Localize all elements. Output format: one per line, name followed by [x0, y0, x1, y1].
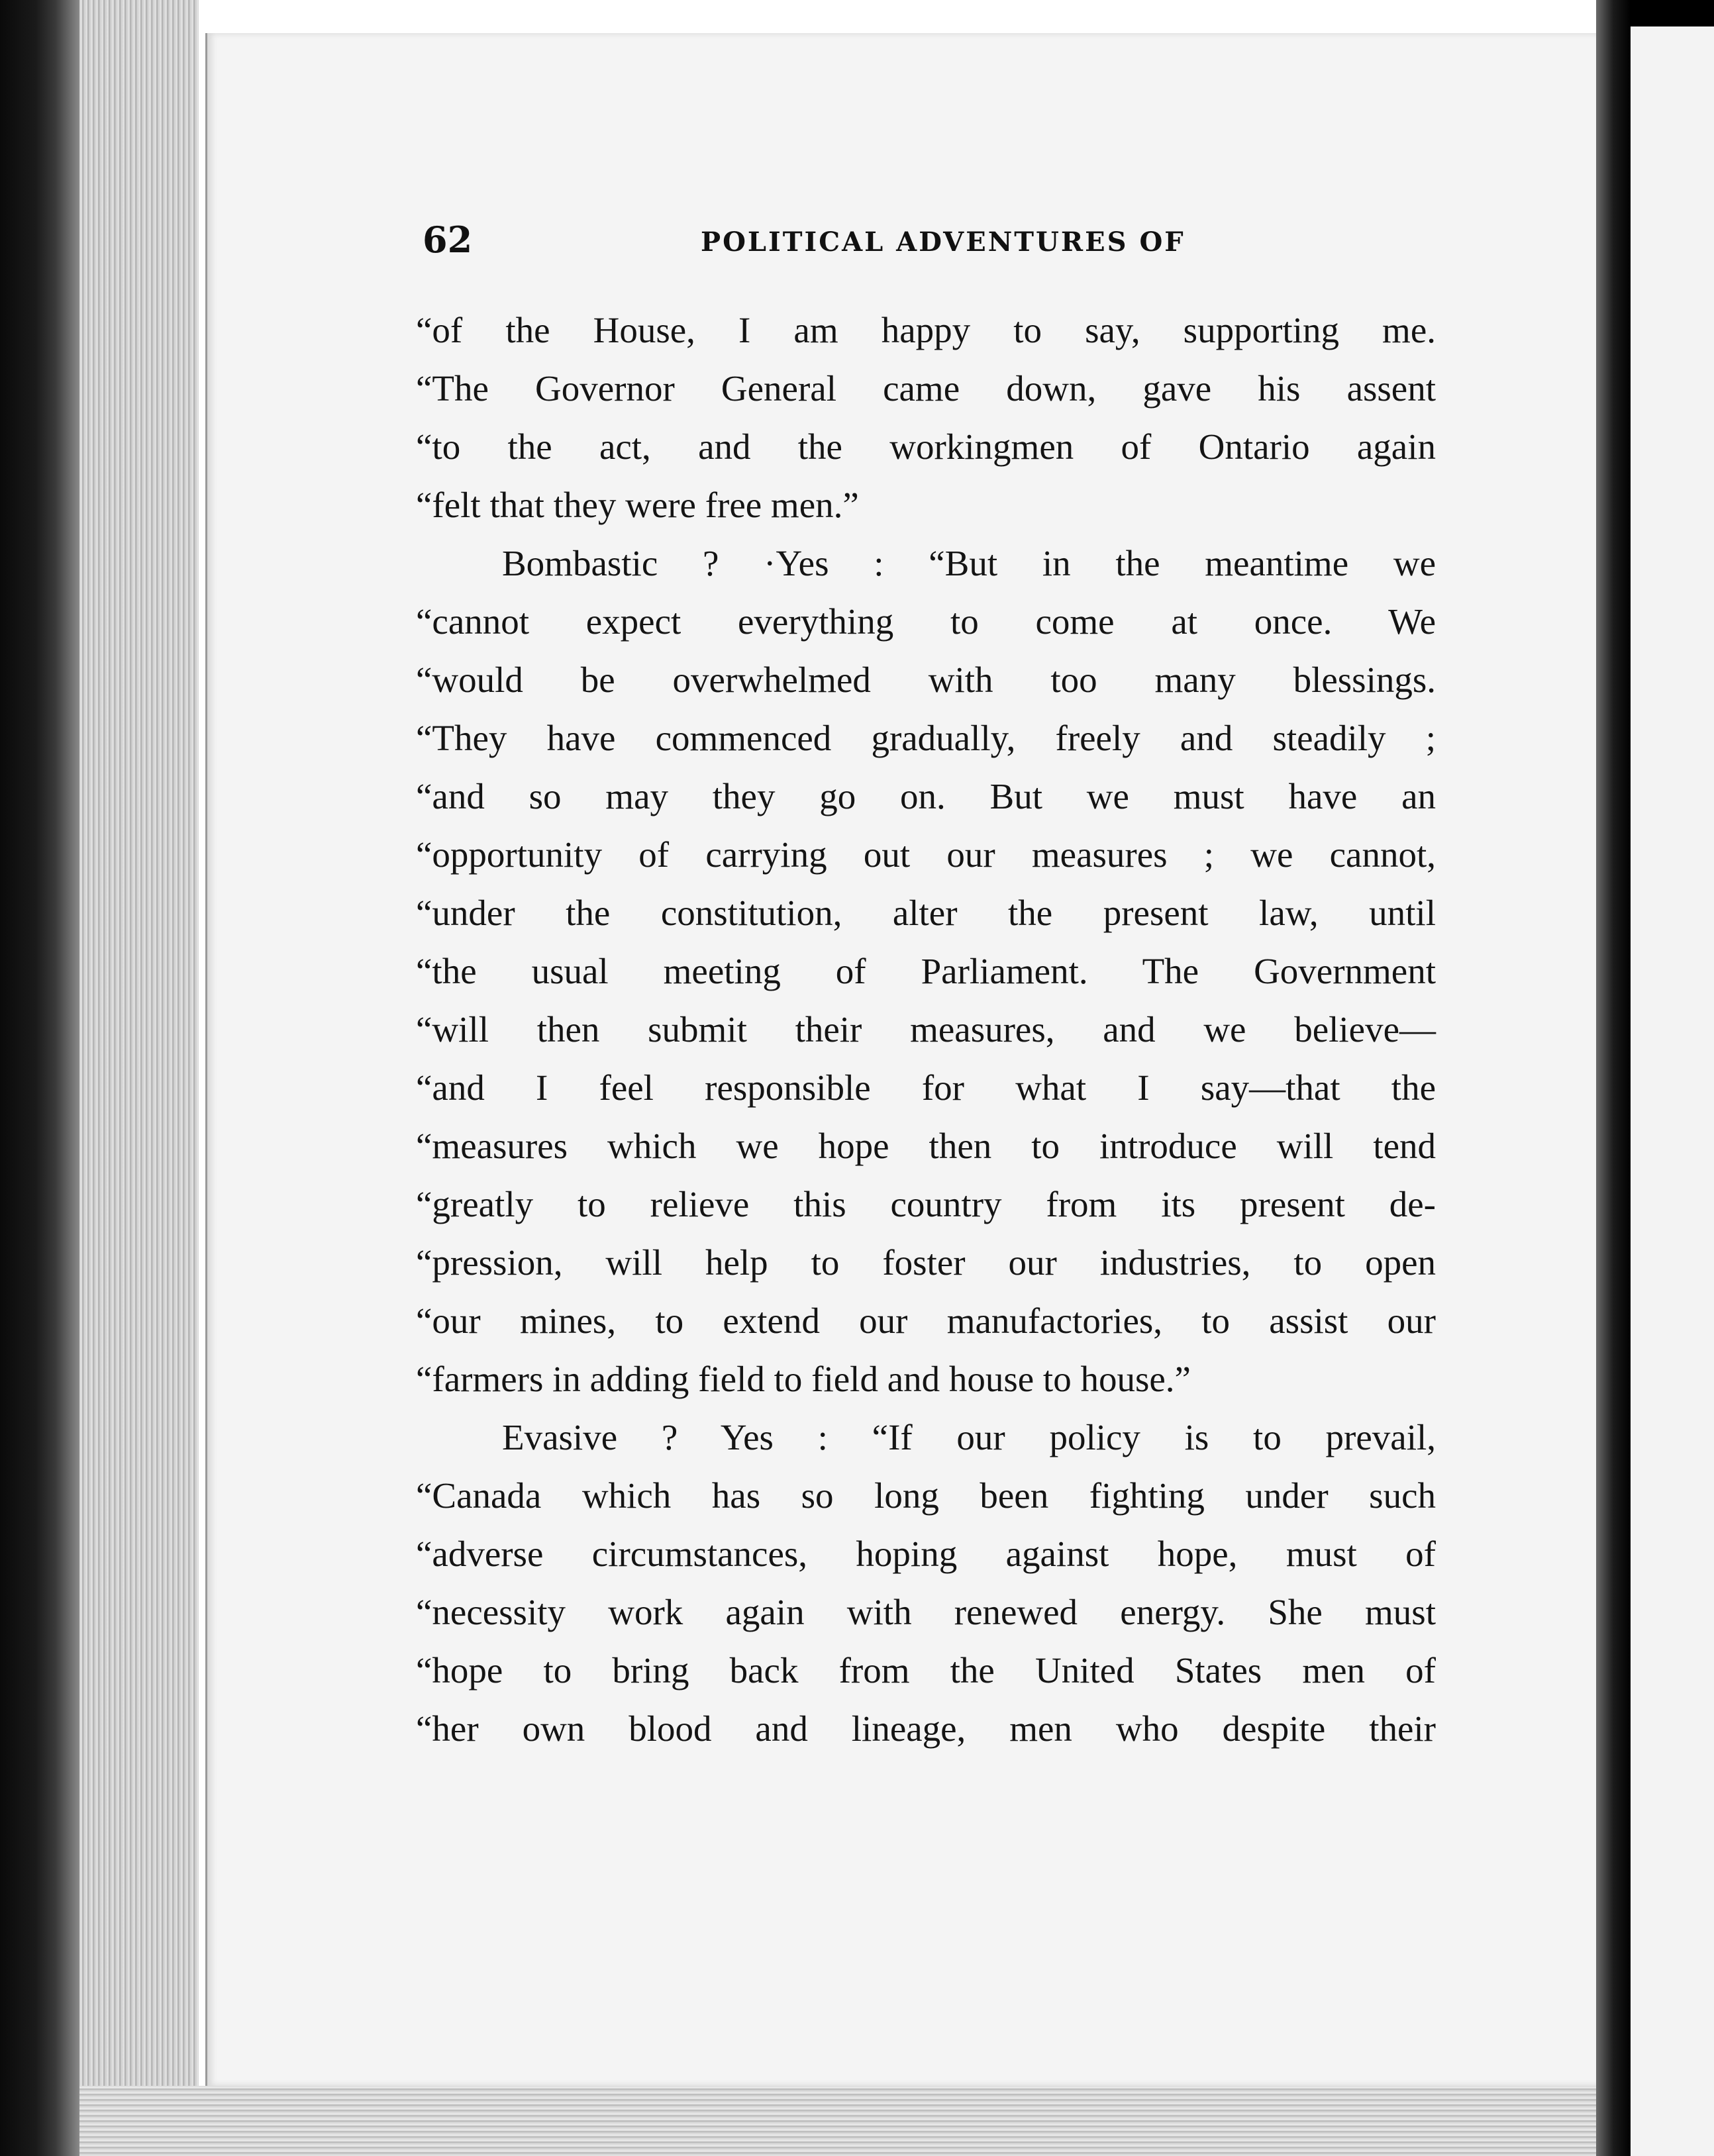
text-line: Evasive ? Yes : “If our policy is to prevail, — [502, 1417, 1436, 1457]
text-line: “of the House, I am happy to say, supporting me. — [416, 310, 1436, 350]
text-line: “cannot expect everything to come at once. We — [416, 601, 1436, 642]
text-line: “greatly to relieve this country from its present de- — [416, 1184, 1436, 1224]
scan-border — [1631, 0, 1714, 26]
text-line: “and I feel responsible for what I say—that the — [416, 1067, 1436, 1108]
text-line: “her own blood and lineage, men who despite their — [416, 1708, 1436, 1749]
text-line: “opportunity of carrying out our measures ; we cannot, — [416, 834, 1436, 875]
page-stack-edge — [79, 0, 199, 2156]
facing-page-sliver — [1631, 26, 1714, 2156]
body-text — [416, 301, 1436, 1758]
gutter-shadow — [1596, 0, 1631, 2156]
text-line: “under the constitution, alter the present law, until — [416, 893, 1436, 933]
text-line: “will then submit their measures, and we believe— — [416, 1009, 1436, 1050]
text-line: “farmers in adding field to field and house to house.” — [416, 1359, 1191, 1399]
page-header — [423, 219, 1456, 271]
text-line: “They have commenced gradually, freely and steadily ; — [416, 718, 1436, 758]
text-line: “necessity work again with renewed energy. She must — [416, 1592, 1436, 1632]
running-title: POLITICAL ADVENTURES OF — [701, 226, 1185, 258]
text-line: “felt that they were free men.” — [416, 485, 859, 525]
page-stack-bottom-edge — [79, 2086, 1603, 2156]
text-line: “adverse circumstances, hoping against hope, must of — [416, 1534, 1436, 1574]
page-number: 62 — [423, 219, 473, 261]
book-binding-edge — [0, 0, 79, 2156]
text-line: “and so may they go on. But we must have an — [416, 776, 1436, 816]
text-line: “to the act, and the workingmen of Ontario again — [416, 426, 1436, 467]
text-line: “the usual meeting of Parliament. The Government — [416, 951, 1436, 991]
text-line: “pression, will help to foster our industries, to open — [416, 1242, 1436, 1283]
text-line: “hope to bring back from the United States men of — [416, 1650, 1436, 1690]
text-line: “Canada which has so long been fighting under such — [416, 1475, 1436, 1516]
text-line: “The Governor General came down, gave his assent — [416, 368, 1436, 409]
text-line: “would be overwhelmed with too many blessings. — [416, 660, 1436, 700]
text-line: “our mines, to extend our manufactories, to assist our — [416, 1300, 1436, 1341]
text-line: Bombastic ? ·Yes : “But in the meantime we — [502, 543, 1436, 583]
text-line: “measures which we hope then to introduce will tend — [416, 1126, 1436, 1166]
